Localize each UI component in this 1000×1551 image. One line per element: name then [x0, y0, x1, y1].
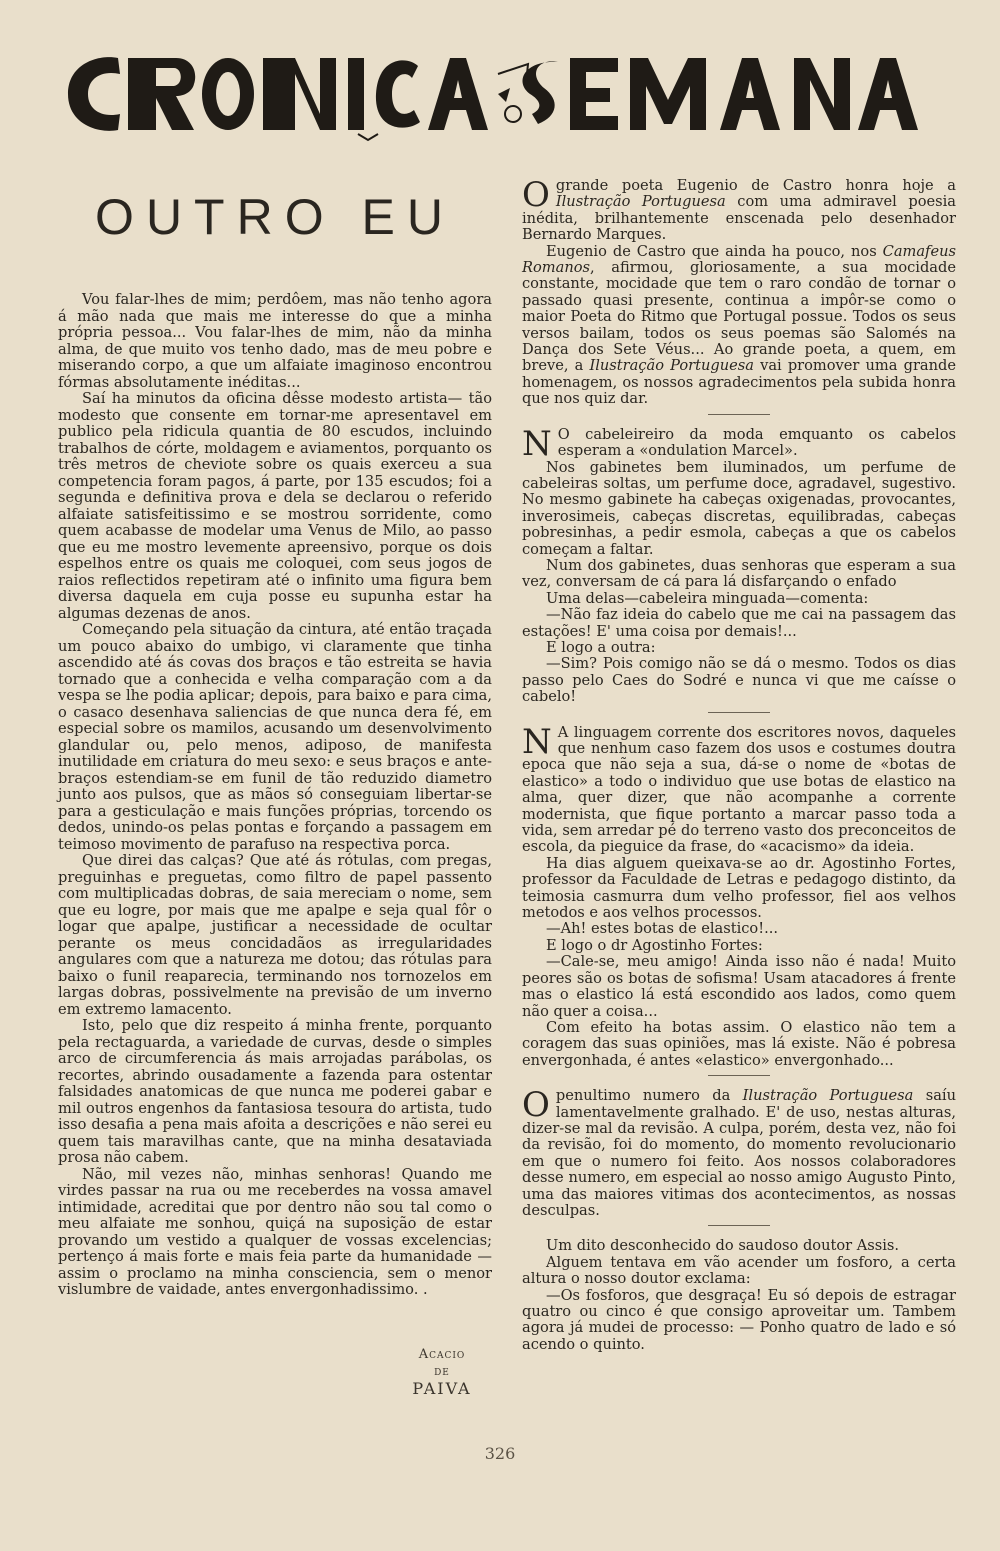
signature-particle: de [434, 1364, 450, 1379]
paragraph: Não, mil vezes não, minhas senhoras! Quando me virdes passar na rua ou me receberdes na vossa amavel intimidade, acreditai que por dentro não sou tal como o meu alfaiate me sonhou, quiçá na suposição de estar provando um vestido a qualquer de vossas excelencias; pertenço á mais forte e mais feia parte da humanidade — assim o proclamo na minha consciencia, sem o menor vislumbre de vaidade, antes envergonhadissimo. . [58, 1165, 492, 1298]
paragraph: —Os fosforos, que desgraça! Eu só depois de estragar quatro ou cinco é que consigo aproveitar um. Tambem agora já mudei de processo: — Ponho quatro de lado e só acendo o quinto. [522, 1286, 956, 1353]
section-divider [708, 414, 770, 415]
signature-first-name: Acacio [418, 1347, 466, 1362]
paragraph: —Ah! estes botas de elastico!... [546, 920, 778, 938]
paragraph: Começando pela situação da cintura, até então traçada um pouco abaixo do umbigo, vi claramente que tinha ascendido até ás covas dos braços e tão estreita se havia tornado que a conhecida e velha comparação com a da vespa se lhe podia aplicar; depois, para baixo e para cima, o casaco desenhava saliencias de que nunca dera fé, em especial sobre os mamilos, acusando um desenvolvimento glandular ou, pelo menos, adiposo, de manifesta inutilidade em criatura do meu sexo: e seus braços e ante-braços estendiam-se em funil de tão reduzido diametro junto aos pulsos, que as mãos só conseguiam libertar-se para a gesticulação e mais funções próprias, torcendo os dedos, unindo-os pelas pontas e forçando a passagem em teimoso movimento de parafuso na respectiva porca. [58, 621, 492, 853]
paragraph: Alguem tentava em vão acender um fosforo, a certa altura o nosso doutor exclama: [522, 1253, 956, 1288]
paragraph: Isto, pelo que diz respeito á minha frente, porquanto pela rectaguarda, a variedade de curvas, desde o simples arco de circumferencia ás mais arrojadas parábolas, os recortes, abrindo ousadamente a fazenda para ostentar falsidades anatomicas de que nunca me poderei gabar e mil outros engenhos da fantasiosa tesoura do artista, tudo isso desafia a pena mais afoita a descrições e não serei eu quem tais maravilhas cante, que na minha desataviada prosa não cabem. [58, 1017, 492, 1166]
paragraph: Vou falar-lhes de mim; perdôem, mas não tenho agora á mão nada que mais me interesse do que a minha própria pessoa... Vou falar-lhes de mim, não da minha alma, de que muito vos tenho dado, mas de meu pobre e miserando corpo, a que um alfaiate imaginoso encontrou fórmas absolutamente inéditas... [58, 291, 492, 391]
paragraph: Ogrande poeta Eugenio de Castro honra hoje a Ilustração Portuguesa com uma admiravel poesia inédita, brilhantemente enscenada pelo desenhador Bernardo Marques. [522, 175, 956, 244]
paragraph: Uma delas—cabeleira minguada—comenta: [546, 589, 869, 607]
paragraph: Eugenio de Castro que ainda ha pouco, nos Camafeus Romanos, afirmou, gloriosamente, a sua mocidade constante, mocidade que tem o raro condão de tornar o passado quasi presente, continua a impôr-se como o maior Poeta do Ritmo que Portugal possue. Todos os seus versos bailam, todos os seus poemas são Salomés na Dança dos Sete Véus... Ao grande poeta, a quem, em breve, a Ilustração Portuguesa vai promover uma grande homenagem, os nossos agradecimentos pela subida honra que nos quiz dar. [522, 242, 956, 408]
paragraph: N O cabeleireiro da moda emquanto os cabelos esperam a «ondulation Marcel». [522, 423, 956, 464]
masthead-lettering-art [58, 44, 938, 144]
author-signature [410, 1346, 474, 1397]
paragraph: Openultimo numero da Ilustração Portuguesa saíu lamentavelmente gralhado. E' de uso, nestas alturas, dizer-se mal da revisão. A culpa, porém, desta vez, não foi da revisão, foi do momento, do momento revolucionario em que o numero foi feito. Aos nossos colaboradores desse numero, em especial ao nosso amigo Augusto Pinto, uma das maiores vitimas dos acontecimentos, as nossas desculpas. [522, 1085, 956, 1219]
section-divider [708, 1225, 770, 1226]
right-column [522, 175, 956, 1359]
paragraph: Saí ha minutos da oficina dêsse modesto artista— tão modesto que consente em tornar-me apresentavel em publico pela ridicula quantia de 80 escudos, incluindo trabalhos de córte, moldagem e aviamentos, porquanto os três metros de cheviote sobre os quais exerceu a sua competencia foram pagos, á parte, por 135 escudos; foi a segunda e definitiva prova e dela se declarou o referido alfaiate satisfeitissimo e se mostrou sorridente, como quem acabasse de modelar uma Venus de Milo, ao passo que eu me mostro levemente apreensivo, porque os dois espelhos entre os quais me coloquei, com seus jogos de raios reflectidos repetiram até o infinito uma figura bem diversa daquela em cuja posse eu supunha estar ha algumas dezenas de anos. [58, 390, 492, 622]
drop-cap: N [522, 423, 552, 464]
news-item-errata [522, 1085, 956, 1219]
paragraph: E logo a outra: [546, 638, 656, 656]
paragraph: —Cale-se, meu amigo! Ainda isso não é nada! Muito peores são os botas de sofisma! Usam atacadores á frente mas o elastico lá está escondido aos lados, como quem não quer a coisa... [522, 953, 956, 1020]
paragraph: Que direi das calças? Que até ás rótulas, com pregas, preguinhas e preguetas, como filtro de papel passento com multiplicadas dobras, de saia mereciam o nome, sem que eu logre, por mais que me apalpe e seja qual fôr o logar que apalpe, justificar a necessidade de ocultar perante os meus concidadãos as irregularidades angulares com que a natureza me dotou; das rótulas para baixo o funil reaparecia, terminando nos tornozelos em largas dobras, possivelmente na previsão de um inverno em extremo lamacento. [58, 852, 492, 1018]
paragraph: Um dito desconhecido do saudoso doutor Assis. [546, 1237, 900, 1255]
drop-cap: N [522, 721, 552, 762]
news-item-botas-de-elastico [522, 721, 956, 1070]
section-divider [708, 1075, 770, 1076]
news-item-fosforos [522, 1238, 956, 1353]
section-divider [708, 712, 770, 713]
masthead [58, 44, 938, 144]
paragraph: Ha dias alguem queixava-se ao dr. Agostinho Fortes, professor da Faculdade de Letras e pedagogo distinto, da teimosia casmurra dum velho professor, fiel aos velhos metodos e aos velhos processos. [522, 854, 956, 922]
paragraph: Com efeito ha botas assim. O elastico não tem a coragem das suas opiniões, mas lá existe. Não é pobresa envergonhada, é antes «elastico» envergonhado... [522, 1018, 956, 1069]
paragraph: —Não faz ideia do cabelo que me cai na passagem das estações! E' uma coisa por demais!... [522, 606, 956, 640]
drop-cap: O [522, 1085, 550, 1126]
paragraph: N A linguagem corrente dos escritores novos, daqueles que nenhum caso fazem dos usos e costumes doutra epoca que não seja a sua, dá-se o nome de «botas de elastico» a todo o individuo que use botas de elastico na alma, quer dizer, que não acompanhe a corrente modernista, que fique portanto a marcar passo toda a vida, sem arredar pé do terreno vasto dos preconceitos de escola, da pieguice da frase, do «acacismo» da ideia. [522, 721, 956, 856]
page-number: 326 [484, 1444, 516, 1463]
article-body [58, 292, 492, 1299]
paragraph: E logo o dr Agostinho Fortes: [546, 936, 763, 954]
paragraph: —Sim? Pois comigo não se dá o mesmo. Todos os dias passo pelo Caes do Sodré e nunca vi que me caísse o cabelo! [522, 655, 956, 706]
paragraph: Num dos gabinetes, duas senhoras que esperam a sua vez, conversam de cá para lá disfarçando o enfado [522, 556, 956, 591]
article-title: OUTRO EU [95, 189, 455, 245]
news-item-eugenio-de-castro [522, 175, 956, 408]
signature-surname: PAIVA [412, 1379, 472, 1398]
news-item-cabeleireiro [522, 423, 956, 706]
paragraph: Nos gabinetes bem iluminados, um perfume de cabeleiras soltas, um perfume doce, agradavel, sugestivo. No mesmo gabinete ha cabeças oxigenadas, provocantes, inverosimeis, cabeças discretas, equilibradas, cabeças pobresinhas, a pedir esmola, cabeças a que os cabelos começam a faltar. [522, 458, 956, 558]
drop-cap: O [522, 175, 550, 215]
left-column [58, 178, 492, 1398]
